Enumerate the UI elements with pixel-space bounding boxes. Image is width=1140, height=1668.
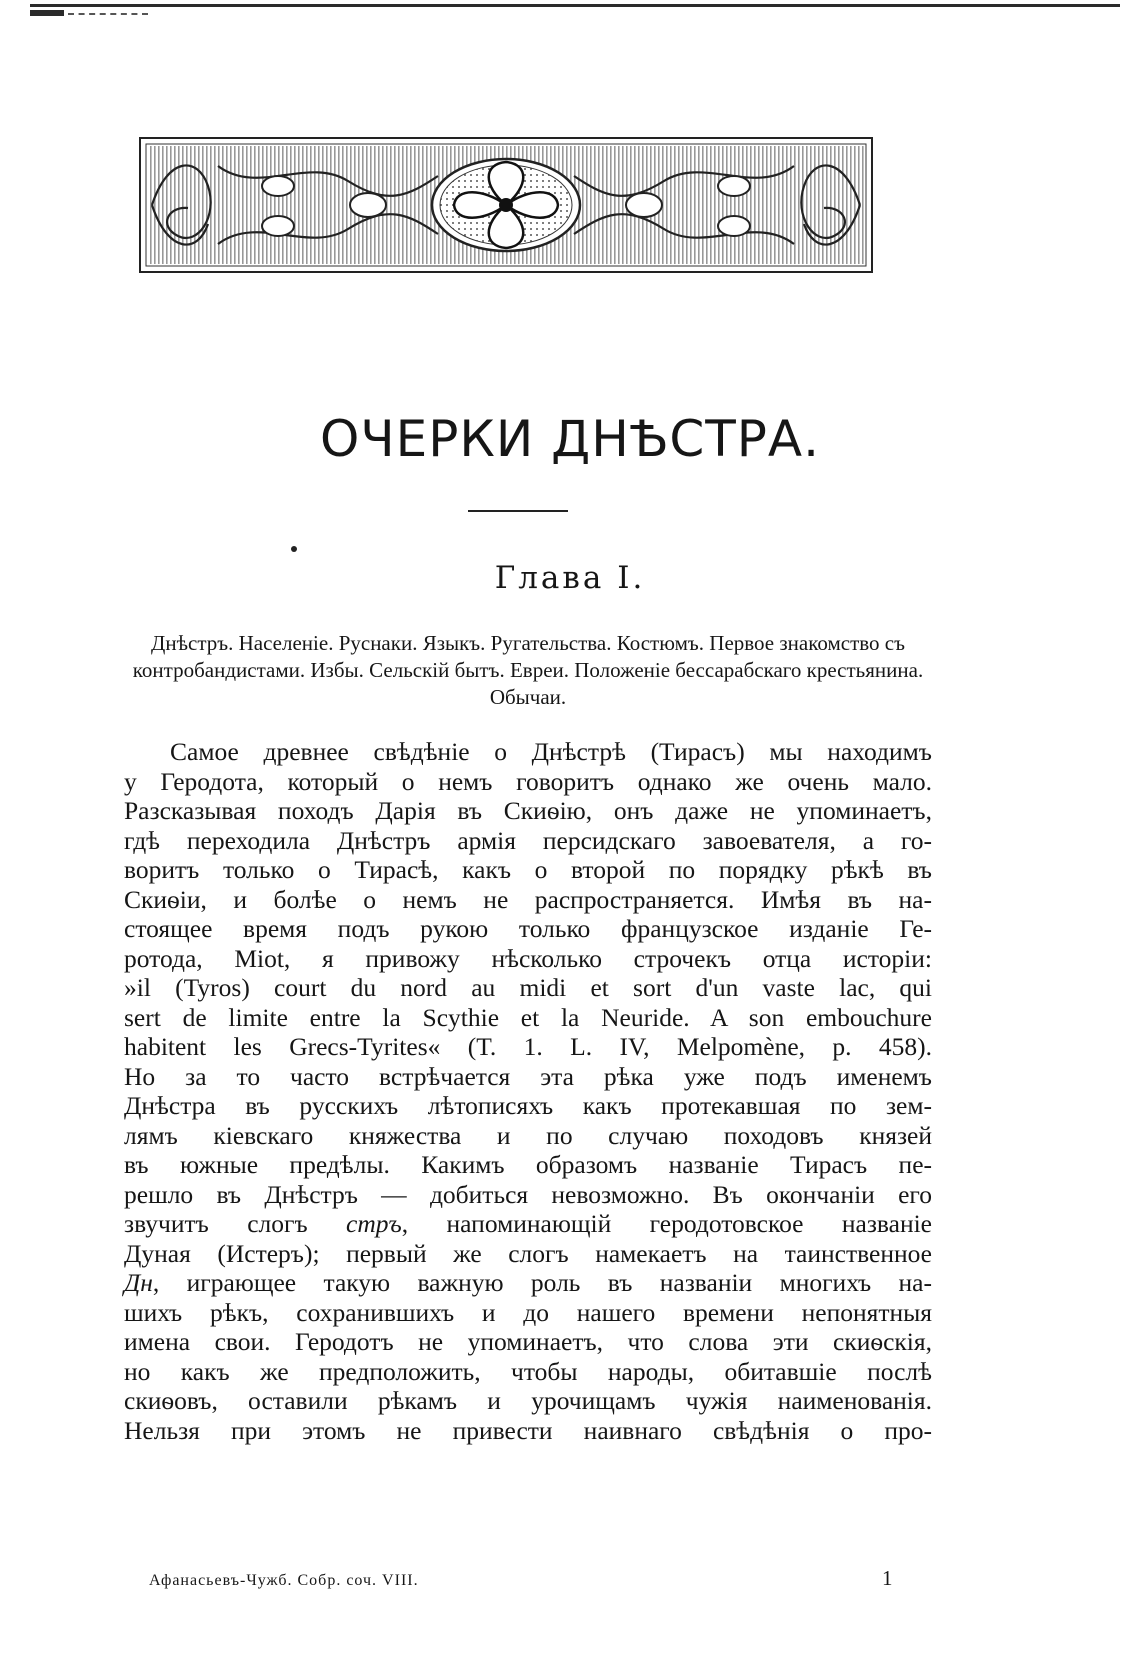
chapter-heading: Глава I. <box>494 560 646 596</box>
text-line: у Геродота, который о немъ говоритъ однако же очень мало. <box>124 766 932 796</box>
text-line: скиѳовъ, оставили рѣкамъ и урочищамъ чужія наименованія. <box>124 1386 932 1415</box>
text-line: въ южные предѣлы. Какимъ образомъ названіе Тирасъ пе- <box>124 1150 932 1179</box>
text-line: Нельзя при этомъ не привести наивнаго свѣдѣнія о про- <box>124 1415 932 1445</box>
footer-signature: Афанасьевъ-Чужб. Собр. соч. VIII. <box>149 1572 419 1589</box>
text-line: Самое древнее свѣдѣніе о Днѣстрѣ (Тирасъ) мы находимъ <box>170 737 932 766</box>
text-line: имена свои. Геродотъ не упоминаетъ, что слова эти скиѳскія, <box>124 1327 932 1356</box>
text-line: Днѣстра въ русскихъ лѣтописяхъ какъ протекавшая по зем- <box>124 1091 932 1120</box>
top-border-rule <box>30 4 1120 7</box>
text-line: habitent les Grecs-Tyrites« (T. 1. L. IV, Melpomène, p. 458). <box>124 1032 932 1061</box>
text-line <box>124 1209 932 1239</box>
text-line: »il (Tyros) court du nord au midi et sort d'un vaste lac, qui <box>124 973 932 1002</box>
scan-corner-mark <box>30 10 64 16</box>
scan-dash-marks <box>68 13 148 15</box>
scan-speck <box>291 546 297 552</box>
text-fragment: , играющее такую важную роль въ названіи многихъ на- <box>152 1268 932 1297</box>
text-line: sert de limite entre la Scythie et la Neuride. A son embouchure <box>124 1002 932 1032</box>
text-line: но какъ же предположить, чтобы народы, обитавшіе послѣ <box>124 1356 932 1386</box>
text-line: Разсказывая походъ Дарія въ Скиѳію, онъ даже не упоминаетъ, <box>124 796 932 825</box>
text-fragment: звучитъ слогъ <box>124 1209 347 1238</box>
main-text <box>124 737 932 1445</box>
page-number: 1 <box>882 1566 893 1590</box>
ornamental-headpiece <box>138 136 874 274</box>
italic-syllable: стръ <box>346 1209 402 1238</box>
italic-syllable: Дн <box>124 1268 153 1297</box>
page-title: ОЧЕРКИ ДНѢСТРА. <box>319 410 821 468</box>
text-line <box>124 1268 932 1298</box>
title-divider <box>468 510 568 512</box>
text-fragment: , напоминающій геродотовское названіе <box>401 1209 932 1238</box>
text-line: лямъ кіевскаго княжества и по случаю походовъ князей <box>124 1120 932 1150</box>
text-line: решло въ Днѣстръ — добиться невозможно. Въ окончаніи его <box>124 1179 932 1209</box>
text-line: Скиѳіи, и болѣе о немъ не распространяется. Имѣя въ на- <box>124 884 932 914</box>
text-line: шихъ рѣкъ, сохранившихъ и до нашего времени непонятныя <box>124 1297 932 1327</box>
text-line: Дуная (Истеръ); первый же слогъ намекаетъ на таинственное <box>124 1238 932 1268</box>
text-line: стоящее время подъ рукою только французское изданіе Ге- <box>124 914 932 943</box>
text-line: ротода, Miot, я привожу нѣсколько строчекъ отца исторіи: <box>124 943 932 973</box>
chapter-summary: Днѣстръ. Населеніе. Руснаки. Языкъ. Ругательства. Костюмъ. Первое знакомство съ контробандистами. Избы. Сельскій бытъ. Евреи. Положеніе бессарабскаго крестьянина. Обычаи. <box>132 631 924 709</box>
text-line: гдѣ переходила Днѣстръ армія персидскаго завоевателя, а го- <box>124 825 932 855</box>
text-line: воритъ только о Тирасѣ, какъ о второй по порядку рѣкѣ въ <box>124 855 932 884</box>
text-line: Но за то часто встрѣчается эта рѣка уже подъ именемъ <box>124 1061 932 1091</box>
